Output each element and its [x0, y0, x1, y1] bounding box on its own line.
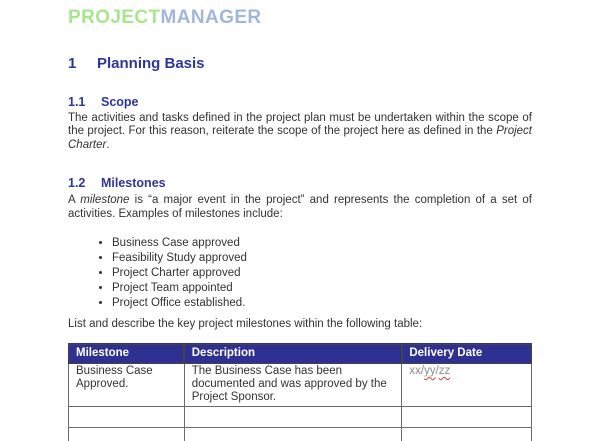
cell-description-empty[interactable]: [184, 428, 402, 441]
projectmanager-logo: [68, 8, 532, 28]
milestones-heading-title: Milestones: [101, 176, 166, 191]
bullet-item: • Feasibility Study approved: [112, 251, 532, 266]
header-cell-description: Description: [184, 344, 402, 364]
heading-number: 1: [68, 55, 77, 72]
cell-delivery-date[interactable]: [402, 364, 532, 407]
bullet-item: • Project Charter approved: [112, 266, 532, 281]
header-cell-delivery-date: Delivery Date: [402, 344, 532, 364]
logo-manager-text: MANAGER: [160, 7, 262, 28]
table-row: [69, 364, 532, 407]
date-prefix: xx/: [409, 365, 425, 378]
milestones-table: [68, 343, 532, 441]
logo-project-text: PROJECT: [68, 7, 161, 28]
heading-planning-basis: [68, 56, 532, 72]
table-row: [69, 407, 532, 428]
milestones-body-italic: milestone: [80, 194, 130, 207]
date-separator: /: [435, 365, 439, 378]
cell-description[interactable]: The Business Case has been documented and was approved by the Project Sponsor.: [184, 364, 402, 407]
cell-delivery-date-empty[interactable]: [402, 407, 532, 428]
heading-milestones: [68, 177, 532, 190]
cell-milestone-empty[interactable]: [69, 428, 185, 441]
bullet-item: • Business Case approved: [112, 236, 532, 251]
cell-milestone[interactable]: Business Case Approved.: [69, 364, 185, 407]
scope-paragraph: [68, 112, 532, 152]
cell-description-empty[interactable]: [184, 407, 402, 428]
date-segment: yy: [424, 365, 436, 378]
milestones-body-pre: A: [68, 194, 81, 207]
scope-heading-number: 1.1: [68, 95, 86, 109]
date-segment: zz: [438, 365, 451, 378]
milestones-body-post: is “a major event in the project” and represents the completion of a set of activities. Examples of milestones include:: [68, 194, 533, 220]
milestones-bullet-list: [68, 236, 532, 311]
heading-scope: [68, 96, 532, 109]
scope-body-text: The activities and tasks defined in the project plan must be undertaken within the scope of the project. For this reason, reiterate the scope of the project here as defined in the: [68, 112, 532, 138]
table-intro-paragraph: List and describe the key project milestones within the following table:: [68, 318, 423, 331]
scope-body-tail: .: [106, 138, 110, 151]
milestones-paragraph: [68, 194, 532, 221]
cell-delivery-date-empty[interactable]: [402, 428, 532, 441]
table-header-row: [69, 344, 532, 364]
scope-heading-title: Scope: [101, 95, 139, 109]
cell-milestone-empty[interactable]: [69, 407, 185, 428]
bullet-item: • Project Office established.: [112, 296, 532, 311]
bullet-item: • Project Team appointed: [112, 281, 532, 296]
scope-body-italic: Project Charter: [68, 125, 532, 151]
milestones-heading-number: 1.2: [68, 176, 86, 191]
table-row: [69, 428, 532, 441]
header-cell-milestone: Milestone: [69, 344, 185, 364]
heading-title: Planning Basis: [97, 55, 205, 72]
